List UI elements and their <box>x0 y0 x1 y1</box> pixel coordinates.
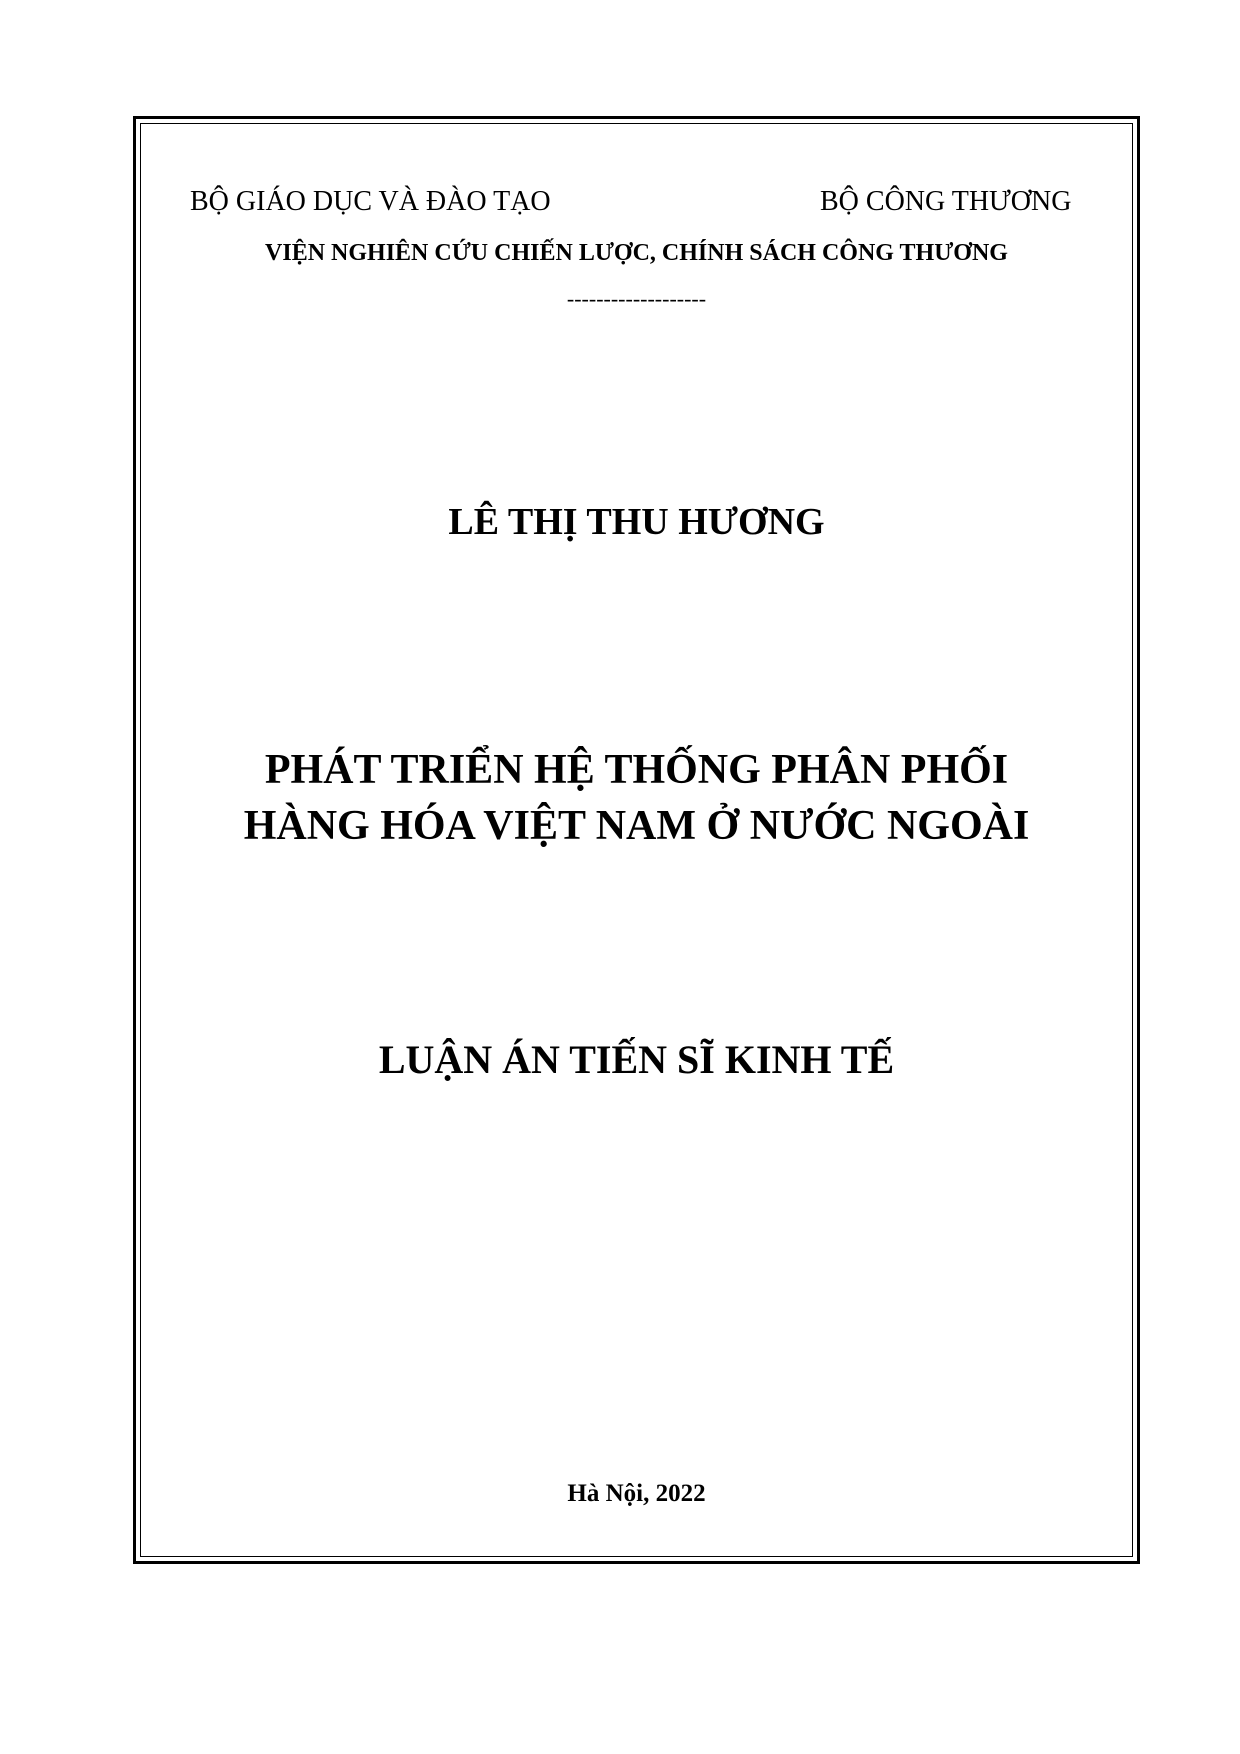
ministry-right: BỘ CÔNG THƯƠNG <box>820 186 1072 217</box>
place-and-year: Hà Nội, 2022 <box>567 1480 706 1507</box>
degree-label: LUẬN ÁN TIẾN SĨ KINH TẾ <box>378 1037 895 1082</box>
ministry-left: BỘ GIÁO DỤC VÀ ĐÀO TẠO <box>190 186 551 217</box>
thesis-title-line-1: PHÁT TRIỂN HỆ THỐNG PHÂN PHỐI <box>264 747 1009 793</box>
author-name: LÊ THỊ THU HƯƠNG <box>448 501 825 543</box>
institute-name: VIỆN NGHIÊN CỨU CHIẾN LƯỢC, CHÍNH SÁCH CÔNG THƯƠNG <box>265 240 1008 266</box>
thesis-title-line-2: HÀNG HÓA VIỆT NAM Ở NƯỚC NGOÀI <box>243 803 1030 849</box>
header-divider: ------------------- <box>566 286 707 311</box>
